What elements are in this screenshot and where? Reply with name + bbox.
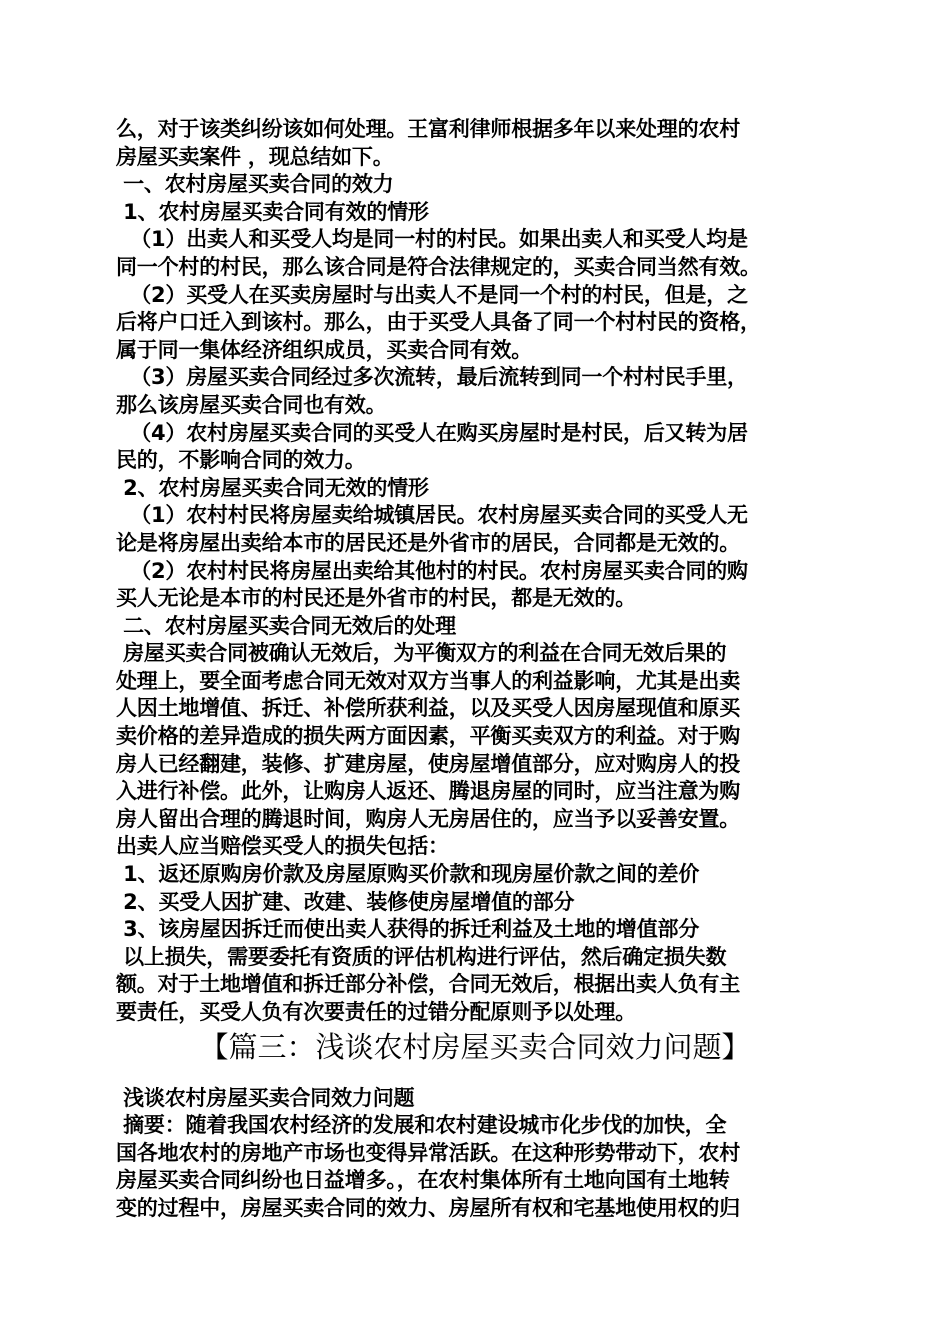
- text-line: 房屋买卖合同被确认无效后，为平衡双方的利益在合同无效后果的: [116, 641, 727, 666]
- text-line: 1、返还原购房价款及房屋原购买价款和现房屋价款之间的差价: [116, 862, 700, 887]
- text-line: （2）农村村民将房屋出卖给其他村的村民。农村房屋买卖合同的购: [116, 558, 748, 583]
- text-line: 属于同一集体经济组织成员，买卖合同有效。: [116, 337, 532, 362]
- text-line: 后将户口迁入到该村。那么，由于买受人具备了同一个村村民的资格，: [116, 310, 761, 335]
- text-line: 浅谈农村房屋买卖合同效力问题: [116, 1085, 415, 1110]
- text-line: 处理上，要全面考虑合同无效对双方当事人的利益影响，尤其是出卖: [116, 668, 740, 693]
- text-line: 以上损失，需要委托有资质的评估机构进行评估，然后确定损失数: [116, 944, 727, 969]
- document-body: [116, 116, 834, 1027]
- text-line: （2）买受人在买卖房屋时与出卖人不是同一个村的村民，但是，之: [116, 282, 748, 307]
- text-line: 买人无论是本市的村民还是外省市的村民，都是无效的。: [116, 586, 636, 611]
- text-line: 国各地农村的房地产市场也变得异常活跃。在这种形势带动下，农村: [116, 1140, 740, 1165]
- text-line: （3）房屋买卖合同经过多次流转，最后流转到同一个村村民手里，: [116, 365, 748, 390]
- text-line: 论是将房屋出卖给本市的居民还是外省市的居民，合同都是无效的。: [116, 530, 740, 555]
- text-line: 变的过程中，房屋买卖合同的效力、房屋所有权和宅基地使用权的归: [116, 1195, 740, 1220]
- text-line: 房人留出合理的腾退时间，购房人无房居住的，应当予以妥善安置。: [116, 806, 740, 831]
- text-line: 民的，不影响合同的效力。: [116, 448, 366, 473]
- text-line: 入进行补偿。此外，让购房人返还、腾退房屋的同时，应当注意为购: [116, 779, 740, 804]
- text-line: 3、该房屋因拆迁而使出卖人获得的拆迁利益及土地的增值部分: [116, 917, 700, 942]
- text-line: 一、农村房屋买卖合同的效力: [116, 172, 394, 197]
- text-line: （4）农村房屋买卖合同的买受人在购买房屋时是村民，后又转为居: [116, 420, 748, 445]
- text-line: 2、买受人因扩建、改建、装修使房屋增值的部分: [116, 889, 575, 914]
- section-heading: 【篇三：浅谈农村房屋买卖合同效力问题】: [199, 1029, 751, 1064]
- text-line: 同一个村的村民，那么该合同是符合法律规定的，买卖合同当然有效。: [116, 254, 761, 279]
- text-line: 房屋买卖合同纠纷也日益增多。，在农村集体所有土地向国有土地转: [116, 1168, 730, 1193]
- text-line: 要责任，买受人负有次要责任的过错分配原则予以处理。: [116, 1000, 636, 1024]
- text-line: 2、农村房屋买卖合同无效的情形: [116, 475, 429, 500]
- text-line: 摘要：随着我国农村经济的发展和农村建设城市化步伐的加快，全: [116, 1113, 727, 1138]
- text-line: 那么该房屋买卖合同也有效。: [116, 392, 387, 417]
- text-line: 房屋买卖案件 ，现总结如下。: [116, 144, 394, 169]
- text-line: （1）出卖人和买受人均是同一村的村民。如果出卖人和买受人均是: [116, 227, 748, 252]
- text-line: 卖价格的差异造成的损失两方面因素，平衡买卖双方的利益。对于购: [116, 724, 740, 749]
- text-line: 二、农村房屋买卖合同无效后的处理: [116, 613, 456, 638]
- text-line: 出卖人应当赔偿买受人的损失包括：: [116, 834, 449, 859]
- article-body: [116, 1085, 834, 1223]
- spacer: [116, 1071, 834, 1085]
- text-line: 额。对于土地增值和拆迁部分补偿，合同无效后，根据出卖人负有主: [116, 972, 740, 997]
- text-line: （1）农村村民将房屋卖给城镇居民。农村房屋买卖合同的买受人无: [116, 503, 748, 528]
- text-line: 房人已经翻建，装修、扩建房屋，使房屋增值部分，应对购房人的投: [116, 751, 740, 776]
- document-page: [116, 116, 834, 1223]
- text-line: 么，对于该类纠纷该如何处理。王富利律师根据多年以来处理的农村: [116, 117, 740, 141]
- text-line: 1、农村房屋买卖合同有效的情形: [116, 199, 429, 224]
- text-line: 人因土地增值、拆迁、补偿所获利益，以及买受人因房屋现值和原买: [116, 696, 740, 721]
